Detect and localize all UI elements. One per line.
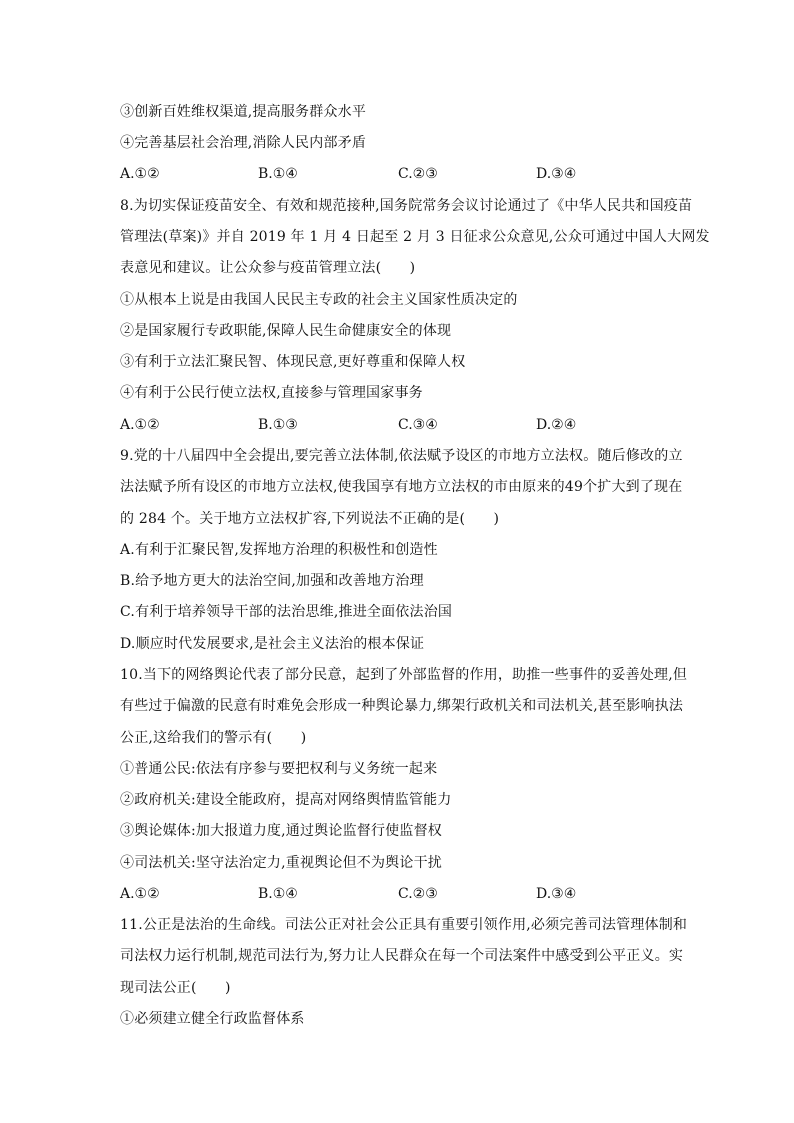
text-line: ④完善基层社会治理,消除人民内部矛盾 <box>120 135 367 151</box>
option-d: D.③④ <box>536 166 577 182</box>
option-a: A.①② <box>120 417 160 433</box>
statement-line: ④司法机关:坚守法治定力,重视舆论但不为舆论干扰 <box>120 855 442 871</box>
option-a: A.①② <box>120 166 160 182</box>
statement-line: ③舆论媒体:加大报道力度,通过舆论监督行使监督权 <box>120 823 442 839</box>
statement-line: ①必须建立健全行政监督体系 <box>120 1011 305 1027</box>
answer-options-q10 <box>120 885 680 903</box>
question-8-line: 表意见和建议。让公众参与疫苗管理立法( ) <box>120 260 416 276</box>
question-9-line: 法法赋予所有设区的市地方立法权,使我国享有地方立法权的市由原来的49个扩大到了现在 <box>120 479 683 495</box>
option-b: B.①④ <box>258 886 298 902</box>
option-b: B.①③ <box>258 417 298 433</box>
question-11-line: 11.公正是法治的生命线。司法公正对社会公正具有重要引领作用,必须完善司法管理体制和 <box>120 917 688 933</box>
question-10-line: 有些过于偏激的民意有时难免会形成一种舆论暴力,绑架行政机关和司法机关,甚至影响执法 <box>120 698 684 714</box>
choice-line: B.给予地方更大的法治空间,加强和改善地方治理 <box>120 573 424 589</box>
option-c: C.②③ <box>398 886 438 902</box>
question-9-line: 的 284 个。关于地方立法权扩容,下列说法不正确的是( ) <box>120 511 500 527</box>
question-8-line: 管理法(草案)》并自 2019 年 1 月 4 日起至 2 月 3 日征求公众意见,公众可通过中国人大网发 <box>120 229 710 245</box>
option-b: B.①④ <box>258 166 298 182</box>
answer-options-q7 <box>120 165 680 183</box>
choice-line: C.有利于培养领导干部的法治思维,推进全面依法治国 <box>120 604 453 620</box>
option-d: D.②④ <box>536 417 577 433</box>
option-a: A.①② <box>120 886 160 902</box>
question-10-line: 10.当下的网络舆论代表了部分民意，起到了外部监督的作用，助推一些事件的妥善处理,但 <box>120 667 688 683</box>
choice-line: D.顺应时代发展要求,是社会主义法治的根本保证 <box>120 636 425 652</box>
question-10-line: 公正,这给我们的警示有( ) <box>120 730 307 746</box>
statement-line: ③有利于立法汇聚民智、体现民意,更好尊重和保障人权 <box>120 354 466 370</box>
statement-line: ①普通公民:依法有序参与要把权利与义务统一起来 <box>120 761 438 777</box>
statement-line: ①从根本上说是由我国人民民主专政的社会主义国家性质决定的 <box>120 292 518 308</box>
option-c: C.③④ <box>398 417 438 433</box>
text-line: ③创新百姓维权渠道,提高服务群众水平 <box>120 104 367 120</box>
answer-options-q8 <box>120 416 680 434</box>
statement-line: ④有利于公民行使立法权,直接参与管理国家事务 <box>120 385 423 401</box>
statement-line: ②政府机关:建设全能政府，提高对网络舆情监管能力 <box>120 792 452 808</box>
question-9-line: 9.党的十八届四中全会提出,要完善立法体制,依法赋予设区的市地方立法权。随后修改的立 <box>120 448 683 464</box>
question-11-line: 司法权力运行机制,规范司法行为,努力让人民群众在每一个司法案件中感受到公平正义。实 <box>120 948 684 964</box>
choice-line: A.有利于汇聚民智,发挥地方治理的积极性和创造性 <box>120 542 438 558</box>
question-11-line: 现司法公正( ) <box>120 980 231 996</box>
option-d: D.③④ <box>536 886 577 902</box>
statement-line: ②是国家履行专政职能,保障人民生命健康安全的体现 <box>120 323 452 339</box>
option-c: C.②③ <box>398 166 438 182</box>
question-8-line: 8.为切实保证疫苗安全、有效和规范接种,国务院常务会议讨论通过了《中华人民共和国疫苗 <box>120 198 693 214</box>
